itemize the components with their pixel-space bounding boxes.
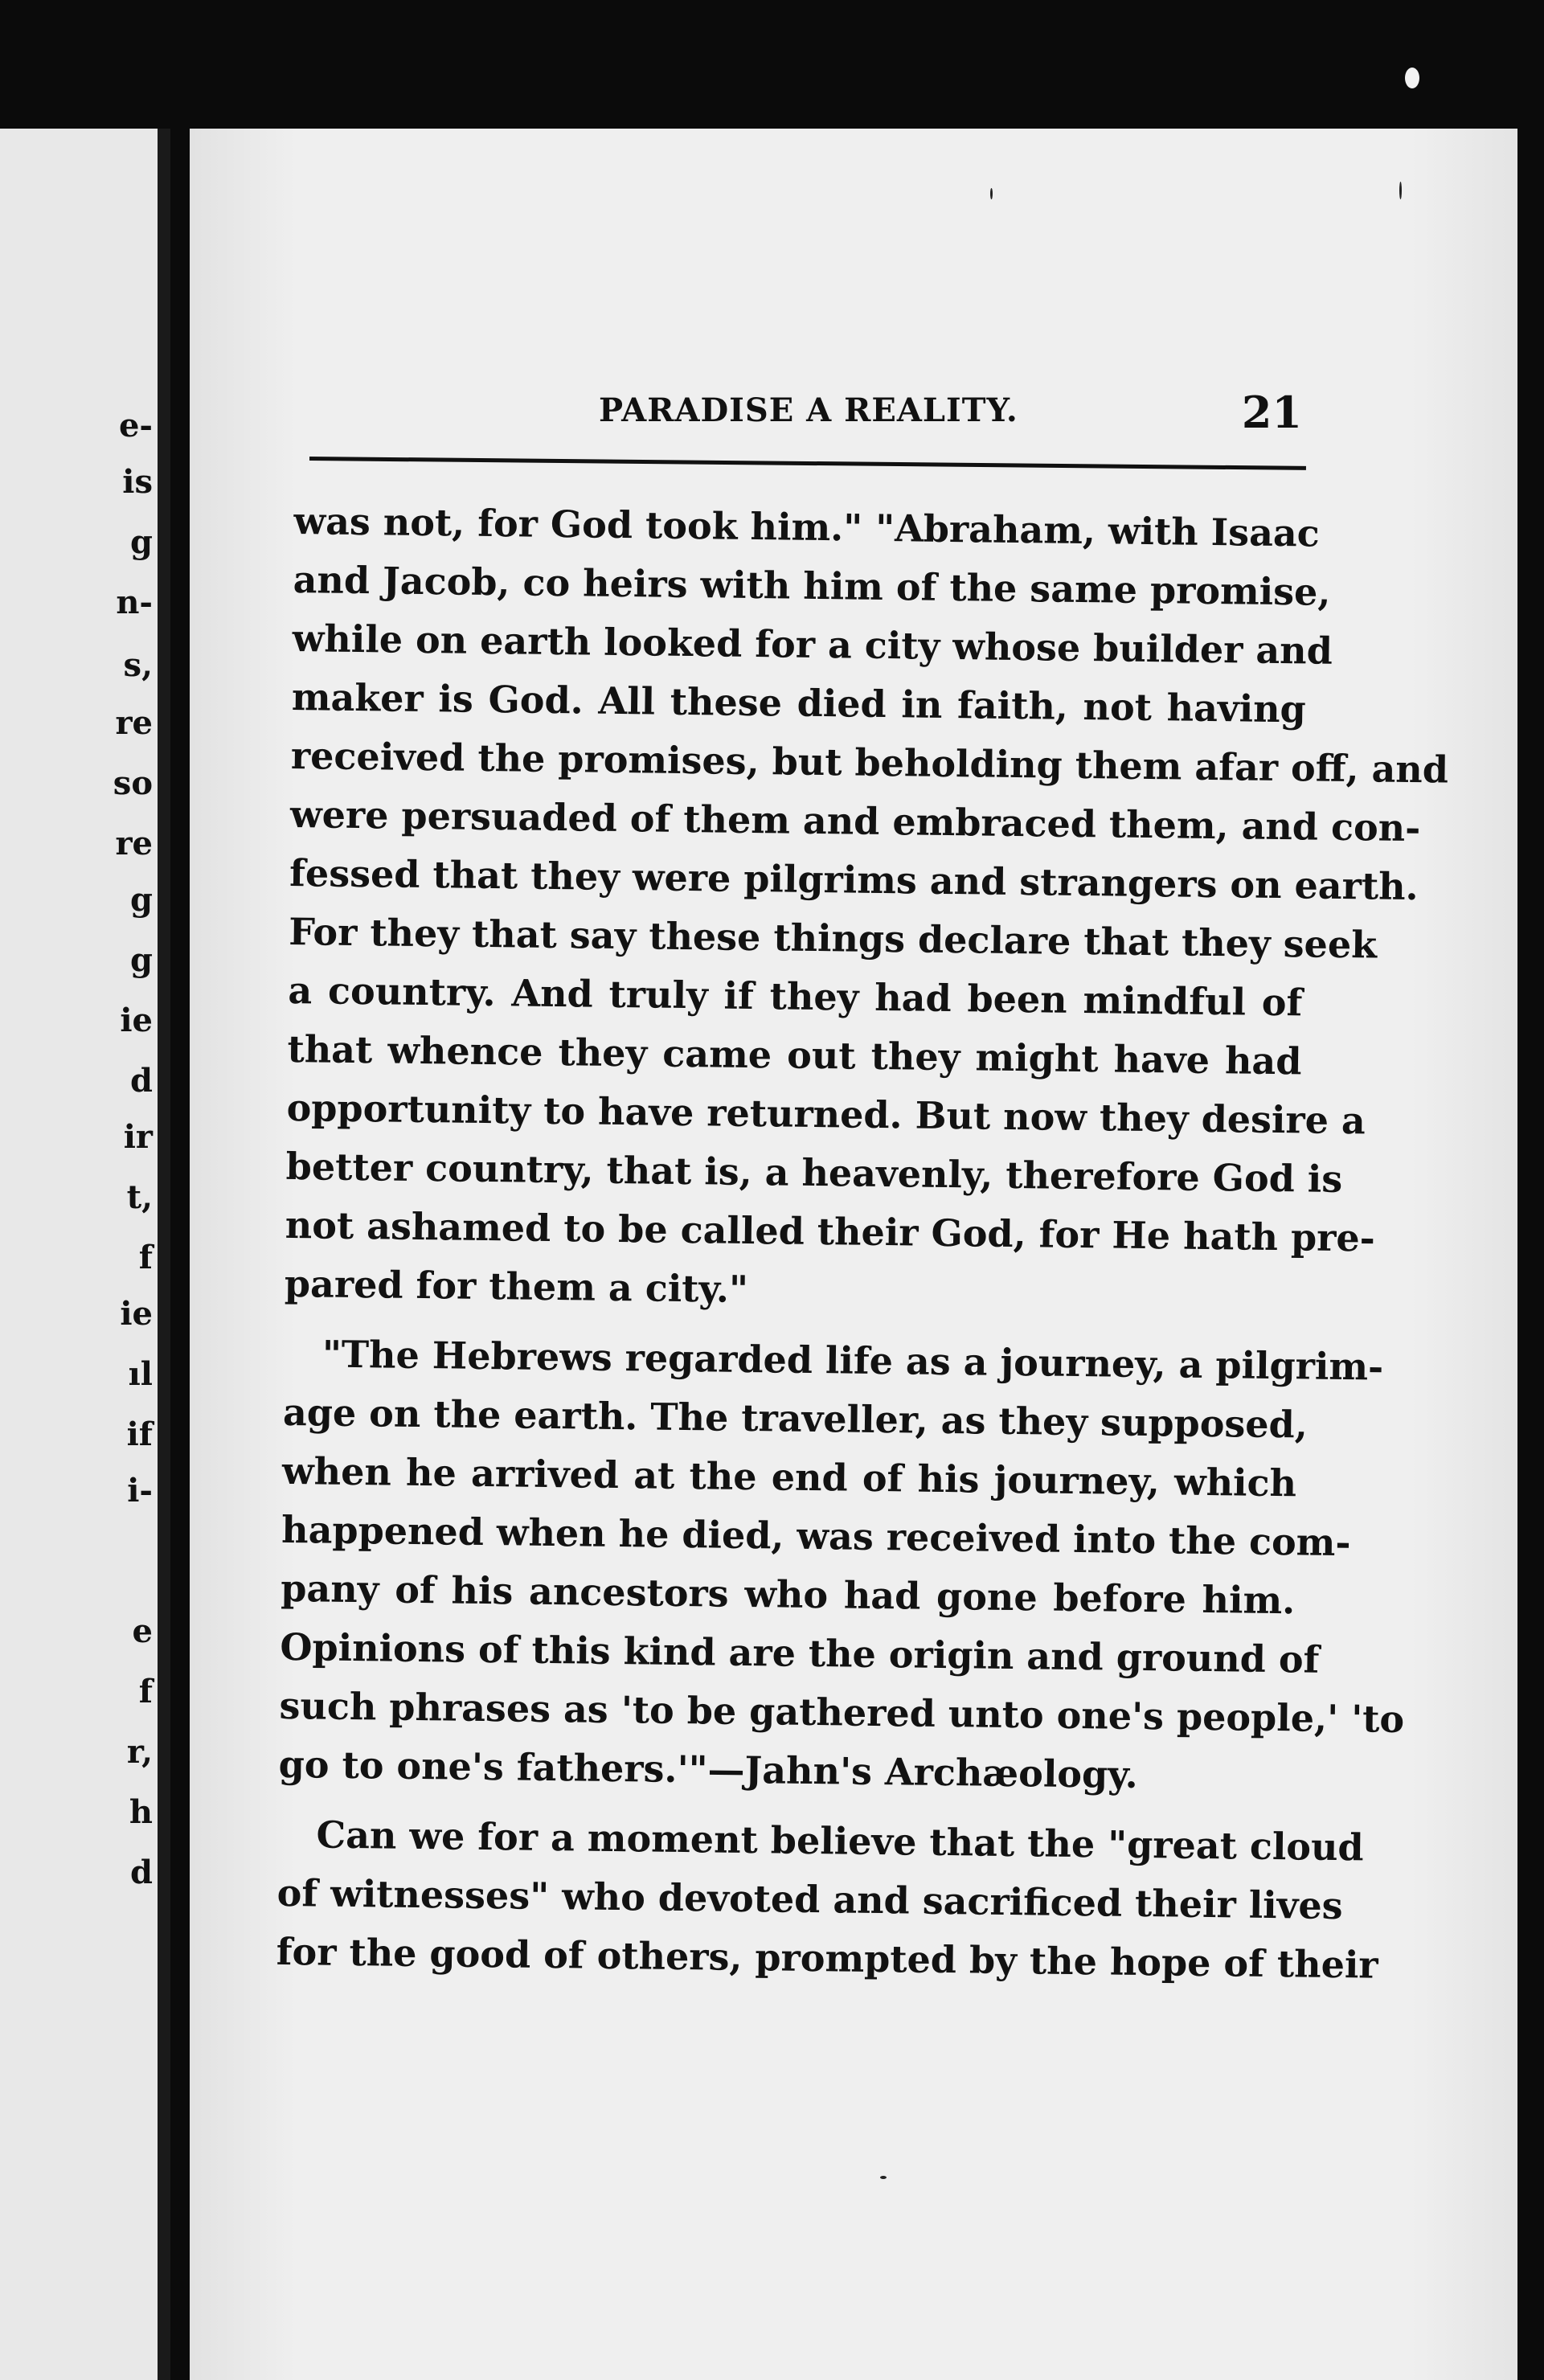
text-line: For they that say these things declare that they seek	[288, 909, 1378, 967]
body-text	[276, 492, 1449, 1993]
paragraph-1	[284, 492, 1449, 1325]
text-line: when he arrived at the end of his journey, which	[281, 1448, 1297, 1505]
facing-page-fragment: g	[130, 941, 153, 979]
text-line: fessed that they were pilgrims and strangers on earth.	[289, 850, 1419, 909]
page-header	[394, 387, 1318, 440]
facing-page-fragment: i-	[127, 1472, 153, 1510]
text-line: received the promises, but beholding them afar off, and	[290, 733, 1449, 792]
text-line: happened when he died, was received into the com-	[281, 1507, 1351, 1565]
facing-page-fragment: g	[130, 881, 153, 919]
text-line: go to one's fathers.'"—Jahn's Archæology.	[278, 1742, 1139, 1796]
right-edge-shadow	[1517, 129, 1544, 2380]
running-head: PARADISE A REALITY.	[599, 391, 1018, 429]
text-line: Opinions of this kind are the origin and ground of	[280, 1624, 1320, 1682]
facing-page-fragment: e	[132, 1612, 153, 1650]
text-line: opportunity to have returned. But now they desire a	[286, 1085, 1366, 1143]
text-line: not ashamed to be called their God, for He hath pre-	[285, 1202, 1376, 1260]
facing-page-fragment: d	[130, 1854, 153, 1891]
facing-page-fragment: f	[138, 1673, 153, 1710]
text-line: Can we for a moment believe that the "great cloud	[316, 1813, 1364, 1870]
facing-page-fragment: ıl	[128, 1355, 153, 1393]
facing-page-fragment: f	[138, 1239, 153, 1276]
facing-page-fragments	[0, 129, 158, 2380]
page-number: 21	[1241, 387, 1302, 438]
text-line: pany of his ancestors who had gone before him.	[281, 1566, 1296, 1623]
book-gutter	[158, 129, 170, 2380]
text-line: pared for them a city."	[284, 1261, 749, 1311]
text-line: while on earth looked for a city whose builder and	[292, 616, 1333, 673]
text-line: of witnesses" who devoted and sacrificed their lives	[276, 1870, 1343, 1928]
facing-page-edge	[0, 129, 170, 2380]
facing-page-fragment: ie	[120, 1295, 153, 1333]
text-line: that whence they came out they might have had	[287, 1026, 1302, 1083]
facing-page-fragment: so	[113, 764, 153, 802]
text-line: a country. And truly if they had been mindful of	[288, 968, 1303, 1025]
text-line: and Jacob, co heirs with him of the same promise,	[293, 557, 1331, 614]
facing-page-fragment: re	[115, 704, 153, 742]
facing-page-fragment: if	[126, 1415, 153, 1453]
text-line: age on the earth. The traveller, as they supposed,	[282, 1390, 1309, 1447]
facing-page-fragment: ie	[120, 1002, 153, 1039]
text-line: better country, that is, a heavenly, therefore God is	[285, 1144, 1343, 1201]
text-line: such phrases as 'to be gathered unto one's people,' 'to	[279, 1683, 1405, 1741]
ink-speck	[1405, 68, 1419, 88]
facing-page-fragment: re	[115, 825, 153, 862]
ink-speck	[880, 2176, 887, 2179]
gutter-shadow	[170, 129, 190, 2380]
facing-page-fragment: d	[130, 1062, 153, 1100]
text-line: were persuaded of them and embraced them, and con-	[289, 792, 1421, 850]
ink-speck	[1399, 182, 1402, 199]
ink-speck	[990, 188, 993, 199]
facing-page-fragment: e-	[118, 407, 153, 444]
text-line: maker is God. All these died in faith, not having	[291, 674, 1307, 731]
text-line: "The Hebrews regarded life as a journey, a pilgrim-	[321, 1332, 1384, 1389]
facing-page-fragment: h	[129, 1793, 153, 1831]
facing-page-fragment: is	[122, 463, 153, 501]
facing-page-fragment: g	[130, 523, 153, 561]
facing-page-fragment: n-	[116, 584, 153, 621]
text-line: was not, for God took him." "Abraham, with Isaac	[293, 498, 1321, 555]
facing-page-fragment: t,	[126, 1178, 153, 1216]
paragraph-3	[276, 1805, 1378, 1993]
facing-page-fragment: r,	[126, 1733, 153, 1771]
paragraph-2	[278, 1325, 1405, 1806]
facing-page-fragment: s,	[123, 646, 153, 684]
facing-page-fragment: ir	[123, 1118, 153, 1156]
text-line: for the good of others, prompted by the hope of their	[276, 1929, 1378, 1987]
